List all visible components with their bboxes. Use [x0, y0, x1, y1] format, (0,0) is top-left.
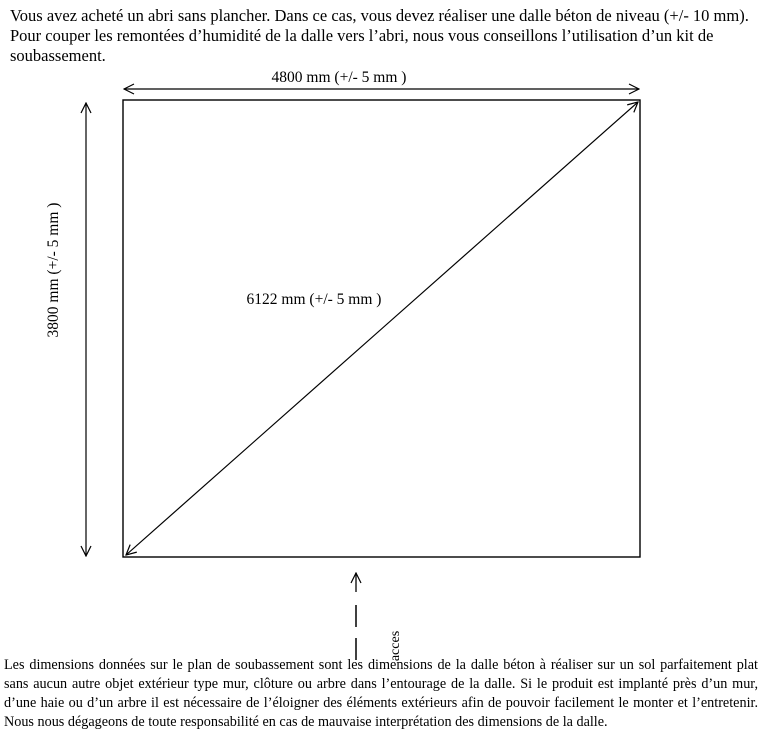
width-dimension-label: 4800 mm (+/- 5 mm )	[271, 69, 407, 86]
diagonal-dimension-label: 6122 mm (+/- 5 mm )	[246, 291, 382, 308]
footer-text: Les dimensions données sur le plan de soubassement sont les dimensions de la dalle béton à réaliser sur un sol parfaitement plat sans aucun autre objet extérieur type mur, clôture ou arbre dans l’entourage de la dalle. Si le produit est implanté près d’un mur, d’une haie ou d’un arbre il est nécessaire de l’éloigner des éléments extérieurs afin de pouvoir facilement le monter et l’entretenir. Nous nous dégageons de toute responsabilité en cas de mauvaise interprétation des dimensions de la dalle.	[4, 657, 758, 730]
access-label: acces	[388, 630, 403, 662]
diagonal-dimension-arrow	[126, 102, 638, 555]
intro-text: Vous avez acheté un abri sans plancher. Dans ce cas, vous devez réaliser une dalle béton de niveau (+/- 10 mm). Pour couper les remontées d’humidité de la dalle vers l’abri, nous vous conseillons l’utilisation d’un kit de soubassement.	[10, 6, 749, 65]
height-dimension-label: 3800 mm (+/- 5 mm )	[45, 202, 62, 338]
